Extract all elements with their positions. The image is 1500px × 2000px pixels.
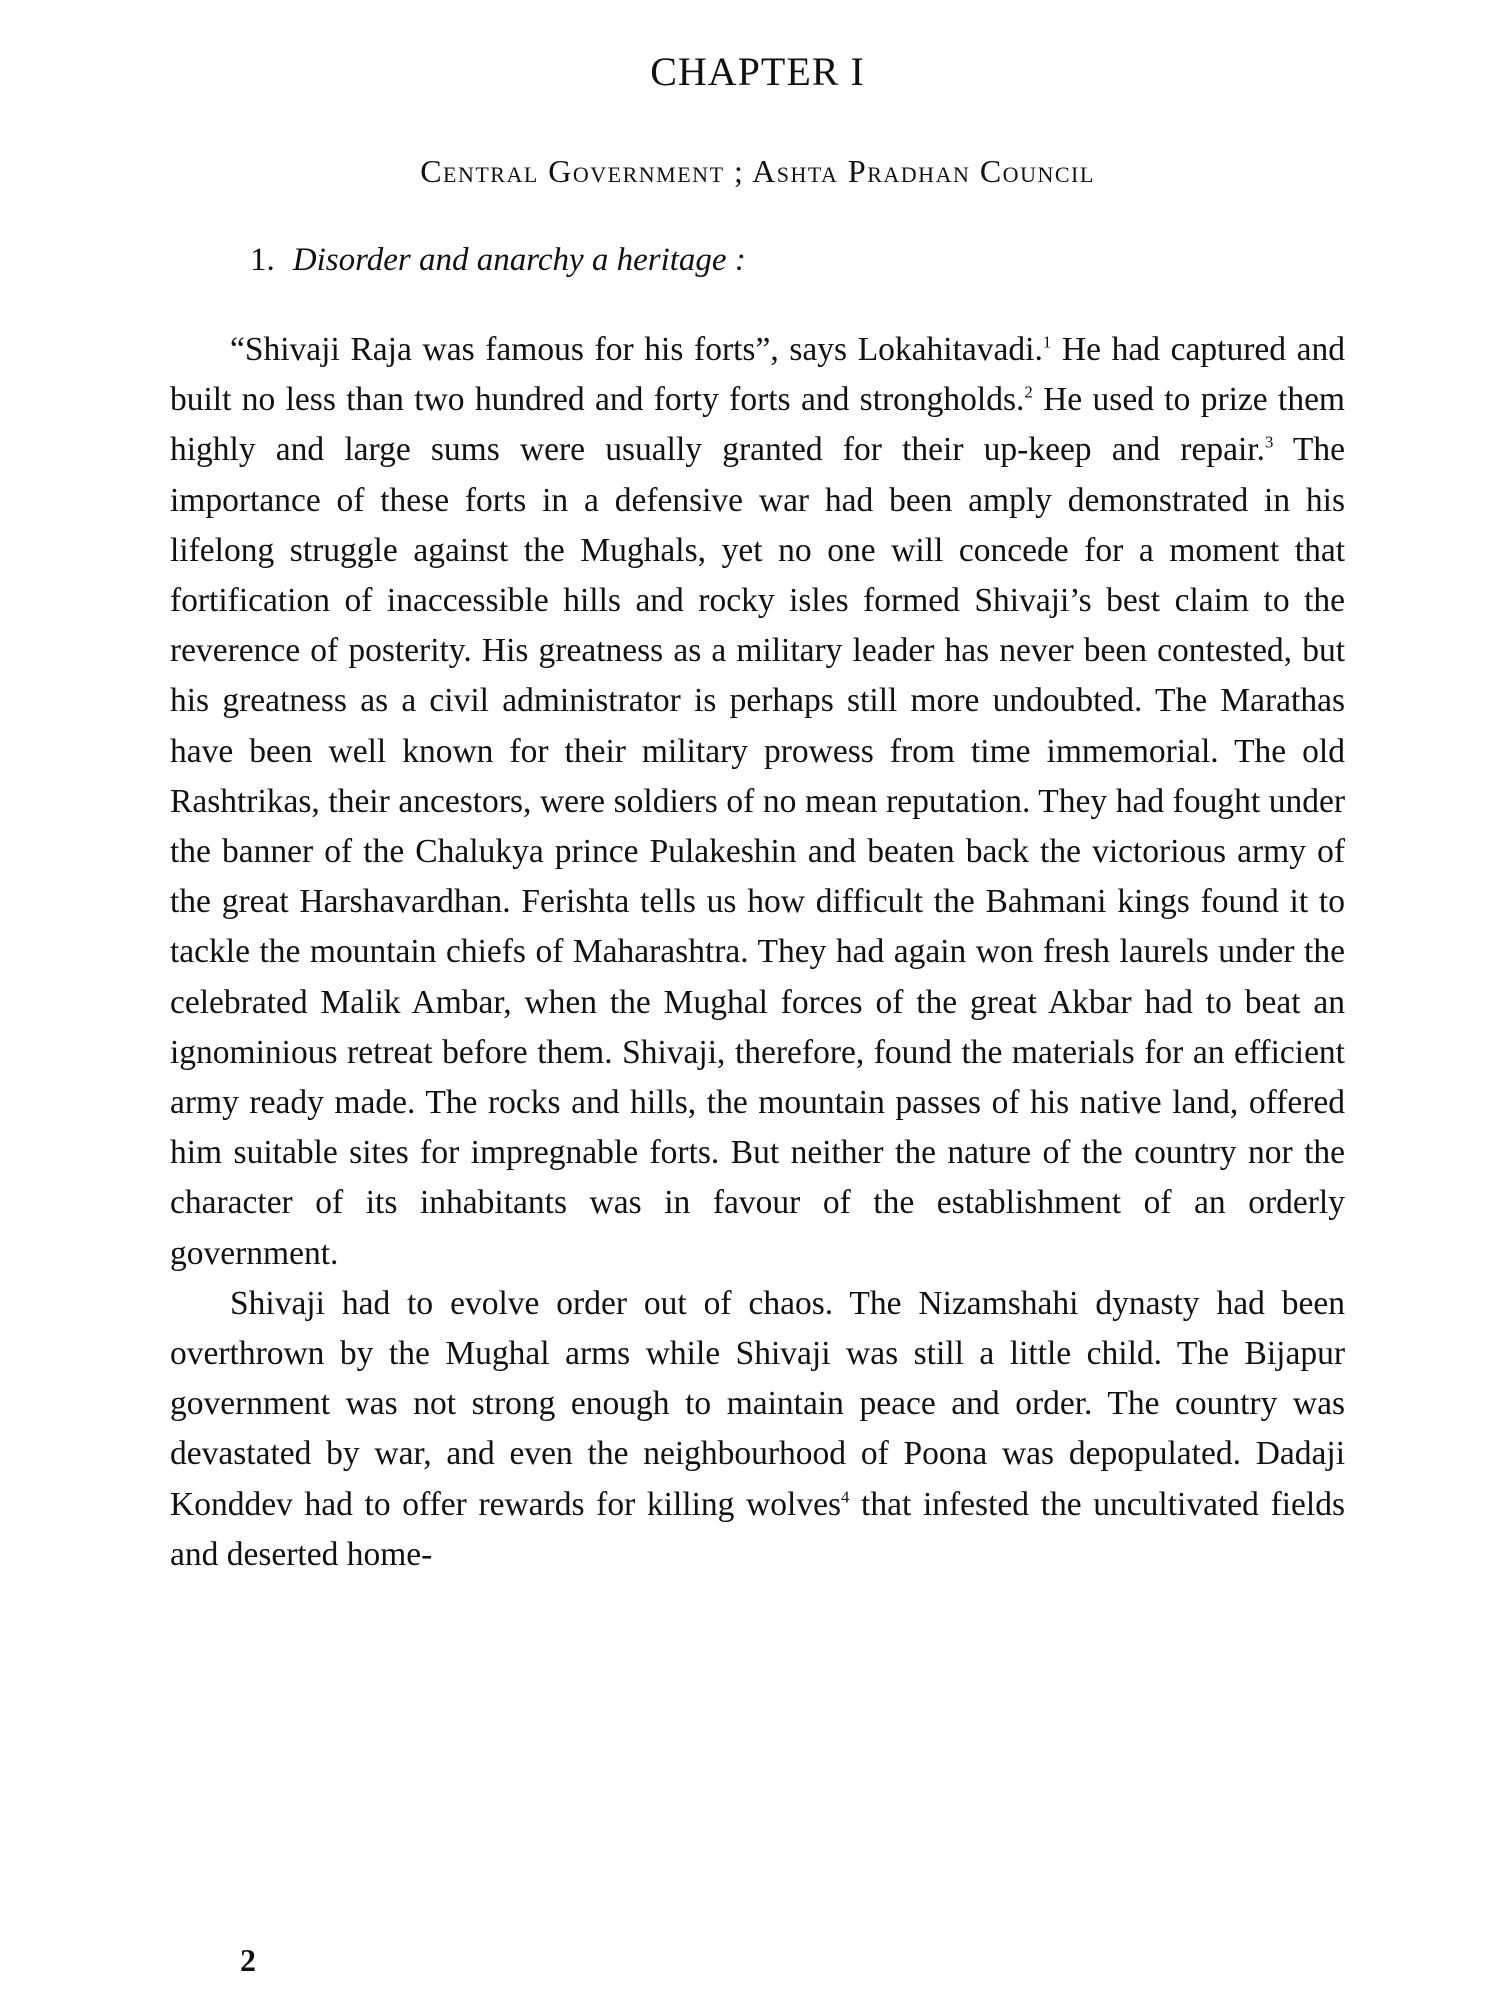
chapter-subtitle: Central Government ; Ashta Pradhan Council <box>420 153 1095 189</box>
paragraph-1-text-2: He had captured and built no less than two hundred and forty forts and strongholds. <box>170 331 1345 419</box>
paragraph-2 <box>170 1279 1345 1580</box>
paragraph-2-text-2: that infested the uncultivated fields and deserted home- <box>170 1485 1345 1573</box>
section-title: Disorder and anarchy a heritage : <box>292 242 746 278</box>
paragraph-1-text-1: “Shivaji Raja was famous for his forts”, says Lokahitavadi. <box>230 331 1043 368</box>
paragraph-1 <box>170 325 1345 1279</box>
paragraph-2-text-1: Shivaji had to evolve order out of chaos. The Nizamshahi dynasty had been overthrown by the Mughal arms while Shivaji was still a little child. The Bijapur government was not strong enough to maintain peace and order. The country was devastated by war, and even the neighbourhood of Poona was depopulated. Dadaji Konddev had to offer rewards for killing wolves <box>170 1284 1345 1523</box>
footnote-ref-1: 1 <box>1042 332 1052 352</box>
footnote-ref-2: 2 <box>1024 382 1033 402</box>
page-number: 2 <box>240 1942 256 1978</box>
book-page <box>170 40 1345 1580</box>
paragraph-1-text-4: The importance of these forts in a defensive war had been amply demonstrated in his lifelong struggle against the Mughals, yet no one will concede for a moment that fortification of inaccessible hills and rocky isles formed Shivaji’s best claim to the reverence of posterity. His greatness as a military leader has never been contested, but his greatness as a civil administrator is perhaps still more undoubted. The Marathas have been well known for their military prowess from time immemorial. The old Rashtrikas, their ancestors, were soldiers of no mean reputation. They had fought under the banner of the Chalukya prince Pulakeshin and beaten back the victorious army of the great Harshavardhan. Ferishta tells us how difficult the Bahmani kings found it to tackle the mountain chiefs of Maharashtra. They had again won fresh laurels under the celebrated Malik Ambar, when the Mughal forces of the great Akbar had to beat an ignominious retreat before them. Shivaji, therefore, found the materials for an efficient army ready made. The rocks and hills, the mountain passes of his native land, offered him suitable sites for impregnable forts. But neither the nature of the country nor the character of its inhabitants was in favour of the establishment of an orderly government. <box>170 431 1345 1272</box>
section-heading <box>250 242 1345 279</box>
section-number: 1. <box>250 242 275 278</box>
body-text <box>170 325 1345 1580</box>
footnote-ref-4: 4 <box>840 1487 850 1507</box>
paragraph-1-text-3: He used to prize them highly and large sums were usually granted for their up-keep and repair. <box>170 381 1345 469</box>
chapter-title: CHAPTER I <box>650 49 865 94</box>
footnote-ref-3: 3 <box>1264 432 1274 452</box>
